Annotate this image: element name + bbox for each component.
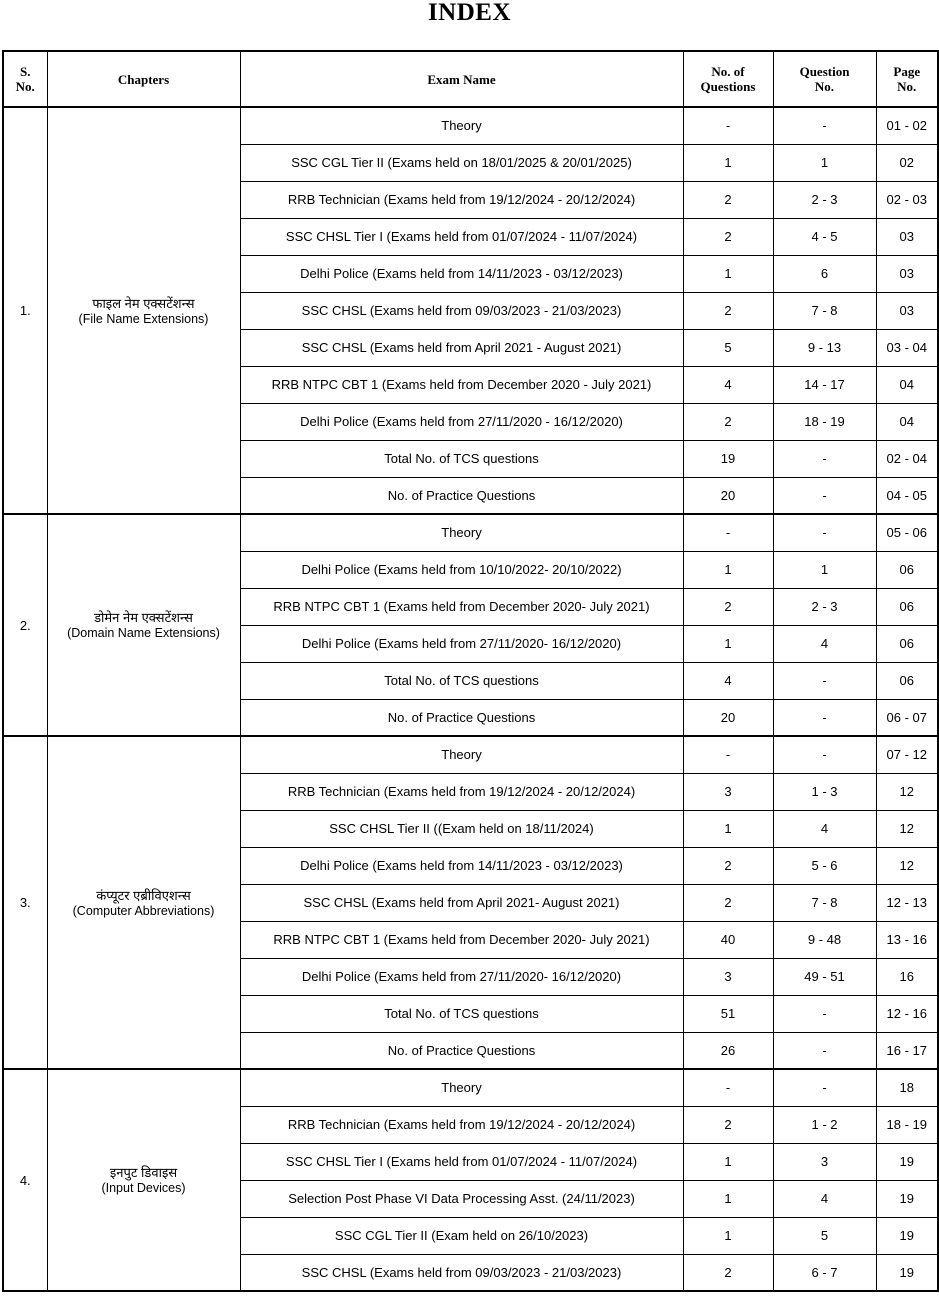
- exam-name-cell: Theory: [240, 107, 683, 144]
- page-no-cell: 02 - 04: [876, 440, 938, 477]
- no-of-questions-cell: 4: [683, 366, 773, 403]
- exam-name-cell: RRB Technician (Exams held from 19/12/2024 - 20/12/2024): [240, 181, 683, 218]
- page-no-cell: 19: [876, 1254, 938, 1291]
- exam-name-cell: Delhi Police (Exams held from 27/11/2020- 16/12/2020): [240, 958, 683, 995]
- header-noq-line1: No. of: [711, 64, 745, 79]
- question-no-cell: -: [773, 995, 876, 1032]
- no-of-questions-cell: -: [683, 736, 773, 773]
- exam-name-cell: SSC CHSL Tier I (Exams held from 01/07/2024 - 11/07/2024): [240, 218, 683, 255]
- page-no-cell: 06: [876, 551, 938, 588]
- question-no-cell: -: [773, 440, 876, 477]
- exam-name-cell: Total No. of TCS questions: [240, 995, 683, 1032]
- question-no-cell: 4: [773, 1180, 876, 1217]
- exam-name-cell: Total No. of TCS questions: [240, 662, 683, 699]
- exam-name-cell: Delhi Police (Exams held from 10/10/2022- 20/10/2022): [240, 551, 683, 588]
- no-of-questions-cell: 2: [683, 1254, 773, 1291]
- no-of-questions-cell: 5: [683, 329, 773, 366]
- exam-name-cell: Theory: [240, 736, 683, 773]
- column-header-exam-name: Exam Name: [240, 51, 683, 107]
- chapter-name-english: (Domain Name Extensions): [67, 626, 220, 640]
- exam-name-cell: Selection Post Phase VI Data Processing Asst. (24/11/2023): [240, 1180, 683, 1217]
- exam-name-cell: SSC CGL Tier II (Exams held on 18/01/2025 & 20/01/2025): [240, 144, 683, 181]
- exam-name-cell: SSC CHSL Tier II ((Exam held on 18/11/2024): [240, 810, 683, 847]
- chapter-name-cell: [47, 107, 240, 514]
- header-sno-line1: S.: [20, 64, 31, 79]
- page-no-cell: 01 - 02: [876, 107, 938, 144]
- page-no-cell: 19: [876, 1180, 938, 1217]
- page-no-cell: 03: [876, 255, 938, 292]
- column-header-sno: [3, 51, 47, 107]
- page-no-cell: 12: [876, 773, 938, 810]
- no-of-questions-cell: 1: [683, 625, 773, 662]
- exam-name-cell: SSC CHSL (Exams held from April 2021 - August 2021): [240, 329, 683, 366]
- page-no-cell: 05 - 06: [876, 514, 938, 551]
- no-of-questions-cell: -: [683, 1069, 773, 1106]
- chapter-name-hindi: फाइल नेम एक्सटेंशन्स: [92, 295, 195, 311]
- table-header: [3, 51, 938, 107]
- no-of-questions-cell: 2: [683, 588, 773, 625]
- exam-name-cell: Theory: [240, 1069, 683, 1106]
- chapter-serial-number: 2.: [3, 514, 47, 736]
- page-no-cell: 04: [876, 366, 938, 403]
- no-of-questions-cell: 1: [683, 1217, 773, 1254]
- no-of-questions-cell: 20: [683, 699, 773, 736]
- question-no-cell: 1: [773, 144, 876, 181]
- question-no-cell: 4: [773, 810, 876, 847]
- no-of-questions-cell: 2: [683, 884, 773, 921]
- question-no-cell: 2 - 3: [773, 181, 876, 218]
- question-no-cell: 7 - 8: [773, 884, 876, 921]
- column-header-question-no: [773, 51, 876, 107]
- header-noq-line2: Questions: [700, 79, 756, 94]
- page-no-cell: 03: [876, 292, 938, 329]
- no-of-questions-cell: 1: [683, 1143, 773, 1180]
- page-no-cell: 12: [876, 810, 938, 847]
- exam-name-cell: No. of Practice Questions: [240, 699, 683, 736]
- chapter-name-cell: [47, 514, 240, 736]
- chapter-name-hindi: कंप्यूटर एब्रीविएशन्स: [96, 887, 191, 903]
- page-no-cell: 06: [876, 588, 938, 625]
- exam-name-cell: Total No. of TCS questions: [240, 440, 683, 477]
- chapter-name-english: (File Name Extensions): [78, 311, 209, 326]
- question-no-cell: -: [773, 662, 876, 699]
- page-no-cell: 12 - 13: [876, 884, 938, 921]
- page-no-cell: 18: [876, 1069, 938, 1106]
- question-no-cell: 4 - 5: [773, 218, 876, 255]
- page-no-cell: 02 - 03: [876, 181, 938, 218]
- no-of-questions-cell: -: [683, 107, 773, 144]
- page-no-cell: 03 - 04: [876, 329, 938, 366]
- exam-name-cell: Delhi Police (Exams held from 14/11/2023 - 03/12/2023): [240, 847, 683, 884]
- exam-name-cell: Delhi Police (Exams held from 14/11/2023 - 03/12/2023): [240, 255, 683, 292]
- question-no-cell: 6 - 7: [773, 1254, 876, 1291]
- question-no-cell: 7 - 8: [773, 292, 876, 329]
- question-no-cell: 1: [773, 551, 876, 588]
- page-no-cell: 13 - 16: [876, 921, 938, 958]
- question-no-cell: 18 - 19: [773, 403, 876, 440]
- question-no-cell: -: [773, 514, 876, 551]
- page-no-cell: 06: [876, 662, 938, 699]
- no-of-questions-cell: 4: [683, 662, 773, 699]
- question-no-cell: 3: [773, 1143, 876, 1180]
- table-row: [3, 514, 938, 551]
- page-no-cell: 03: [876, 218, 938, 255]
- chapter-name-cell: [47, 736, 240, 1069]
- index-table: [2, 50, 939, 1292]
- no-of-questions-cell: 2: [683, 1106, 773, 1143]
- no-of-questions-cell: 1: [683, 810, 773, 847]
- question-no-cell: 5: [773, 1217, 876, 1254]
- question-no-cell: 4: [773, 625, 876, 662]
- header-qno-line2: No.: [814, 79, 835, 94]
- exam-name-cell: SSC CHSL (Exams held from 09/03/2023 - 21/03/2023): [240, 292, 683, 329]
- no-of-questions-cell: 1: [683, 1180, 773, 1217]
- exam-name-cell: RRB Technician (Exams held from 19/12/2024 - 20/12/2024): [240, 1106, 683, 1143]
- exam-name-cell: RRB NTPC CBT 1 (Exams held from December 2020- July 2021): [240, 588, 683, 625]
- exam-name-cell: Theory: [240, 514, 683, 551]
- question-no-cell: 9 - 13: [773, 329, 876, 366]
- no-of-questions-cell: 2: [683, 218, 773, 255]
- column-header-chapters: Chapters: [47, 51, 240, 107]
- column-header-no-of-questions: [683, 51, 773, 107]
- exam-name-cell: SSC CHSL (Exams held from April 2021- August 2021): [240, 884, 683, 921]
- table-row: [3, 107, 938, 144]
- no-of-questions-cell: 40: [683, 921, 773, 958]
- header-row: [3, 51, 938, 107]
- question-no-cell: 1 - 2: [773, 1106, 876, 1143]
- no-of-questions-cell: 2: [683, 292, 773, 329]
- chapter-serial-number: 1.: [3, 107, 47, 514]
- no-of-questions-cell: 20: [683, 477, 773, 514]
- chapter-serial-number: 3.: [3, 736, 47, 1069]
- no-of-questions-cell: 2: [683, 847, 773, 884]
- no-of-questions-cell: 19: [683, 440, 773, 477]
- question-no-cell: 5 - 6: [773, 847, 876, 884]
- exam-name-cell: Delhi Police (Exams held from 27/11/2020 - 16/12/2020): [240, 403, 683, 440]
- page-no-cell: 19: [876, 1217, 938, 1254]
- question-no-cell: -: [773, 477, 876, 514]
- header-sno-line2: No.: [15, 79, 35, 94]
- question-no-cell: 9 - 48: [773, 921, 876, 958]
- exam-name-cell: RRB NTPC CBT 1 (Exams held from December 2020- July 2021): [240, 921, 683, 958]
- page-no-cell: 06 - 07: [876, 699, 938, 736]
- index-table-wrapper: [2, 30, 937, 1292]
- page-no-cell: 02: [876, 144, 938, 181]
- no-of-questions-cell: -: [683, 514, 773, 551]
- exam-name-cell: SSC CHSL (Exams held from 09/03/2023 - 21/03/2023): [240, 1254, 683, 1291]
- table-body: [3, 107, 938, 1291]
- header-page-line2: No.: [897, 79, 917, 94]
- exam-name-cell: SSC CHSL Tier I (Exams held from 01/07/2024 - 11/07/2024): [240, 1143, 683, 1180]
- exam-name-cell: RRB Technician (Exams held from 19/12/2024 - 20/12/2024): [240, 773, 683, 810]
- chapter-name-hindi: इनपुट डिवाइस: [109, 1165, 178, 1180]
- exam-name-cell: RRB NTPC CBT 1 (Exams held from December 2020 - July 2021): [240, 366, 683, 403]
- no-of-questions-cell: 2: [683, 181, 773, 218]
- page-no-cell: 04: [876, 403, 938, 440]
- page-no-cell: 06: [876, 625, 938, 662]
- column-header-page-no: [876, 51, 938, 107]
- page-no-cell: 19: [876, 1143, 938, 1180]
- question-no-cell: -: [773, 107, 876, 144]
- page-no-cell: 07 - 12: [876, 736, 938, 773]
- no-of-questions-cell: 26: [683, 1032, 773, 1069]
- table-row: [3, 1069, 938, 1106]
- page-title: INDEX: [427, 0, 512, 26]
- question-no-cell: 2 - 3: [773, 588, 876, 625]
- question-no-cell: 49 - 51: [773, 958, 876, 995]
- chapter-name-english: (Input Devices): [101, 1181, 186, 1195]
- exam-name-cell: SSC CGL Tier II (Exam held on 26/10/2023): [240, 1217, 683, 1254]
- no-of-questions-cell: 51: [683, 995, 773, 1032]
- chapter-name-cell: [47, 1069, 240, 1291]
- question-no-cell: 1 - 3: [773, 773, 876, 810]
- question-no-cell: -: [773, 1032, 876, 1069]
- no-of-questions-cell: 1: [683, 551, 773, 588]
- exam-name-cell: No. of Practice Questions: [240, 1032, 683, 1069]
- chapter-name-hindi: डोमेन नेम एक्सटेंशन्स: [94, 610, 193, 625]
- question-no-cell: 14 - 17: [773, 366, 876, 403]
- question-no-cell: -: [773, 736, 876, 773]
- page-no-cell: 12 - 16: [876, 995, 938, 1032]
- page-no-cell: 12: [876, 847, 938, 884]
- header-qno-line1: Question: [799, 64, 850, 79]
- table-row: [3, 736, 938, 773]
- no-of-questions-cell: 3: [683, 958, 773, 995]
- chapter-serial-number: 4.: [3, 1069, 47, 1291]
- page-no-cell: 18 - 19: [876, 1106, 938, 1143]
- page-no-cell: 16: [876, 958, 938, 995]
- chapter-name-english: (Computer Abbreviations): [72, 903, 215, 918]
- exam-name-cell: No. of Practice Questions: [240, 477, 683, 514]
- page-no-cell: 04 - 05: [876, 477, 938, 514]
- header-page-line1: Page: [893, 64, 921, 79]
- question-no-cell: -: [773, 699, 876, 736]
- no-of-questions-cell: 1: [683, 255, 773, 292]
- no-of-questions-cell: 1: [683, 144, 773, 181]
- page-no-cell: 16 - 17: [876, 1032, 938, 1069]
- no-of-questions-cell: 2: [683, 403, 773, 440]
- no-of-questions-cell: 3: [683, 773, 773, 810]
- question-no-cell: 6: [773, 255, 876, 292]
- question-no-cell: -: [773, 1069, 876, 1106]
- exam-name-cell: Delhi Police (Exams held from 27/11/2020- 16/12/2020): [240, 625, 683, 662]
